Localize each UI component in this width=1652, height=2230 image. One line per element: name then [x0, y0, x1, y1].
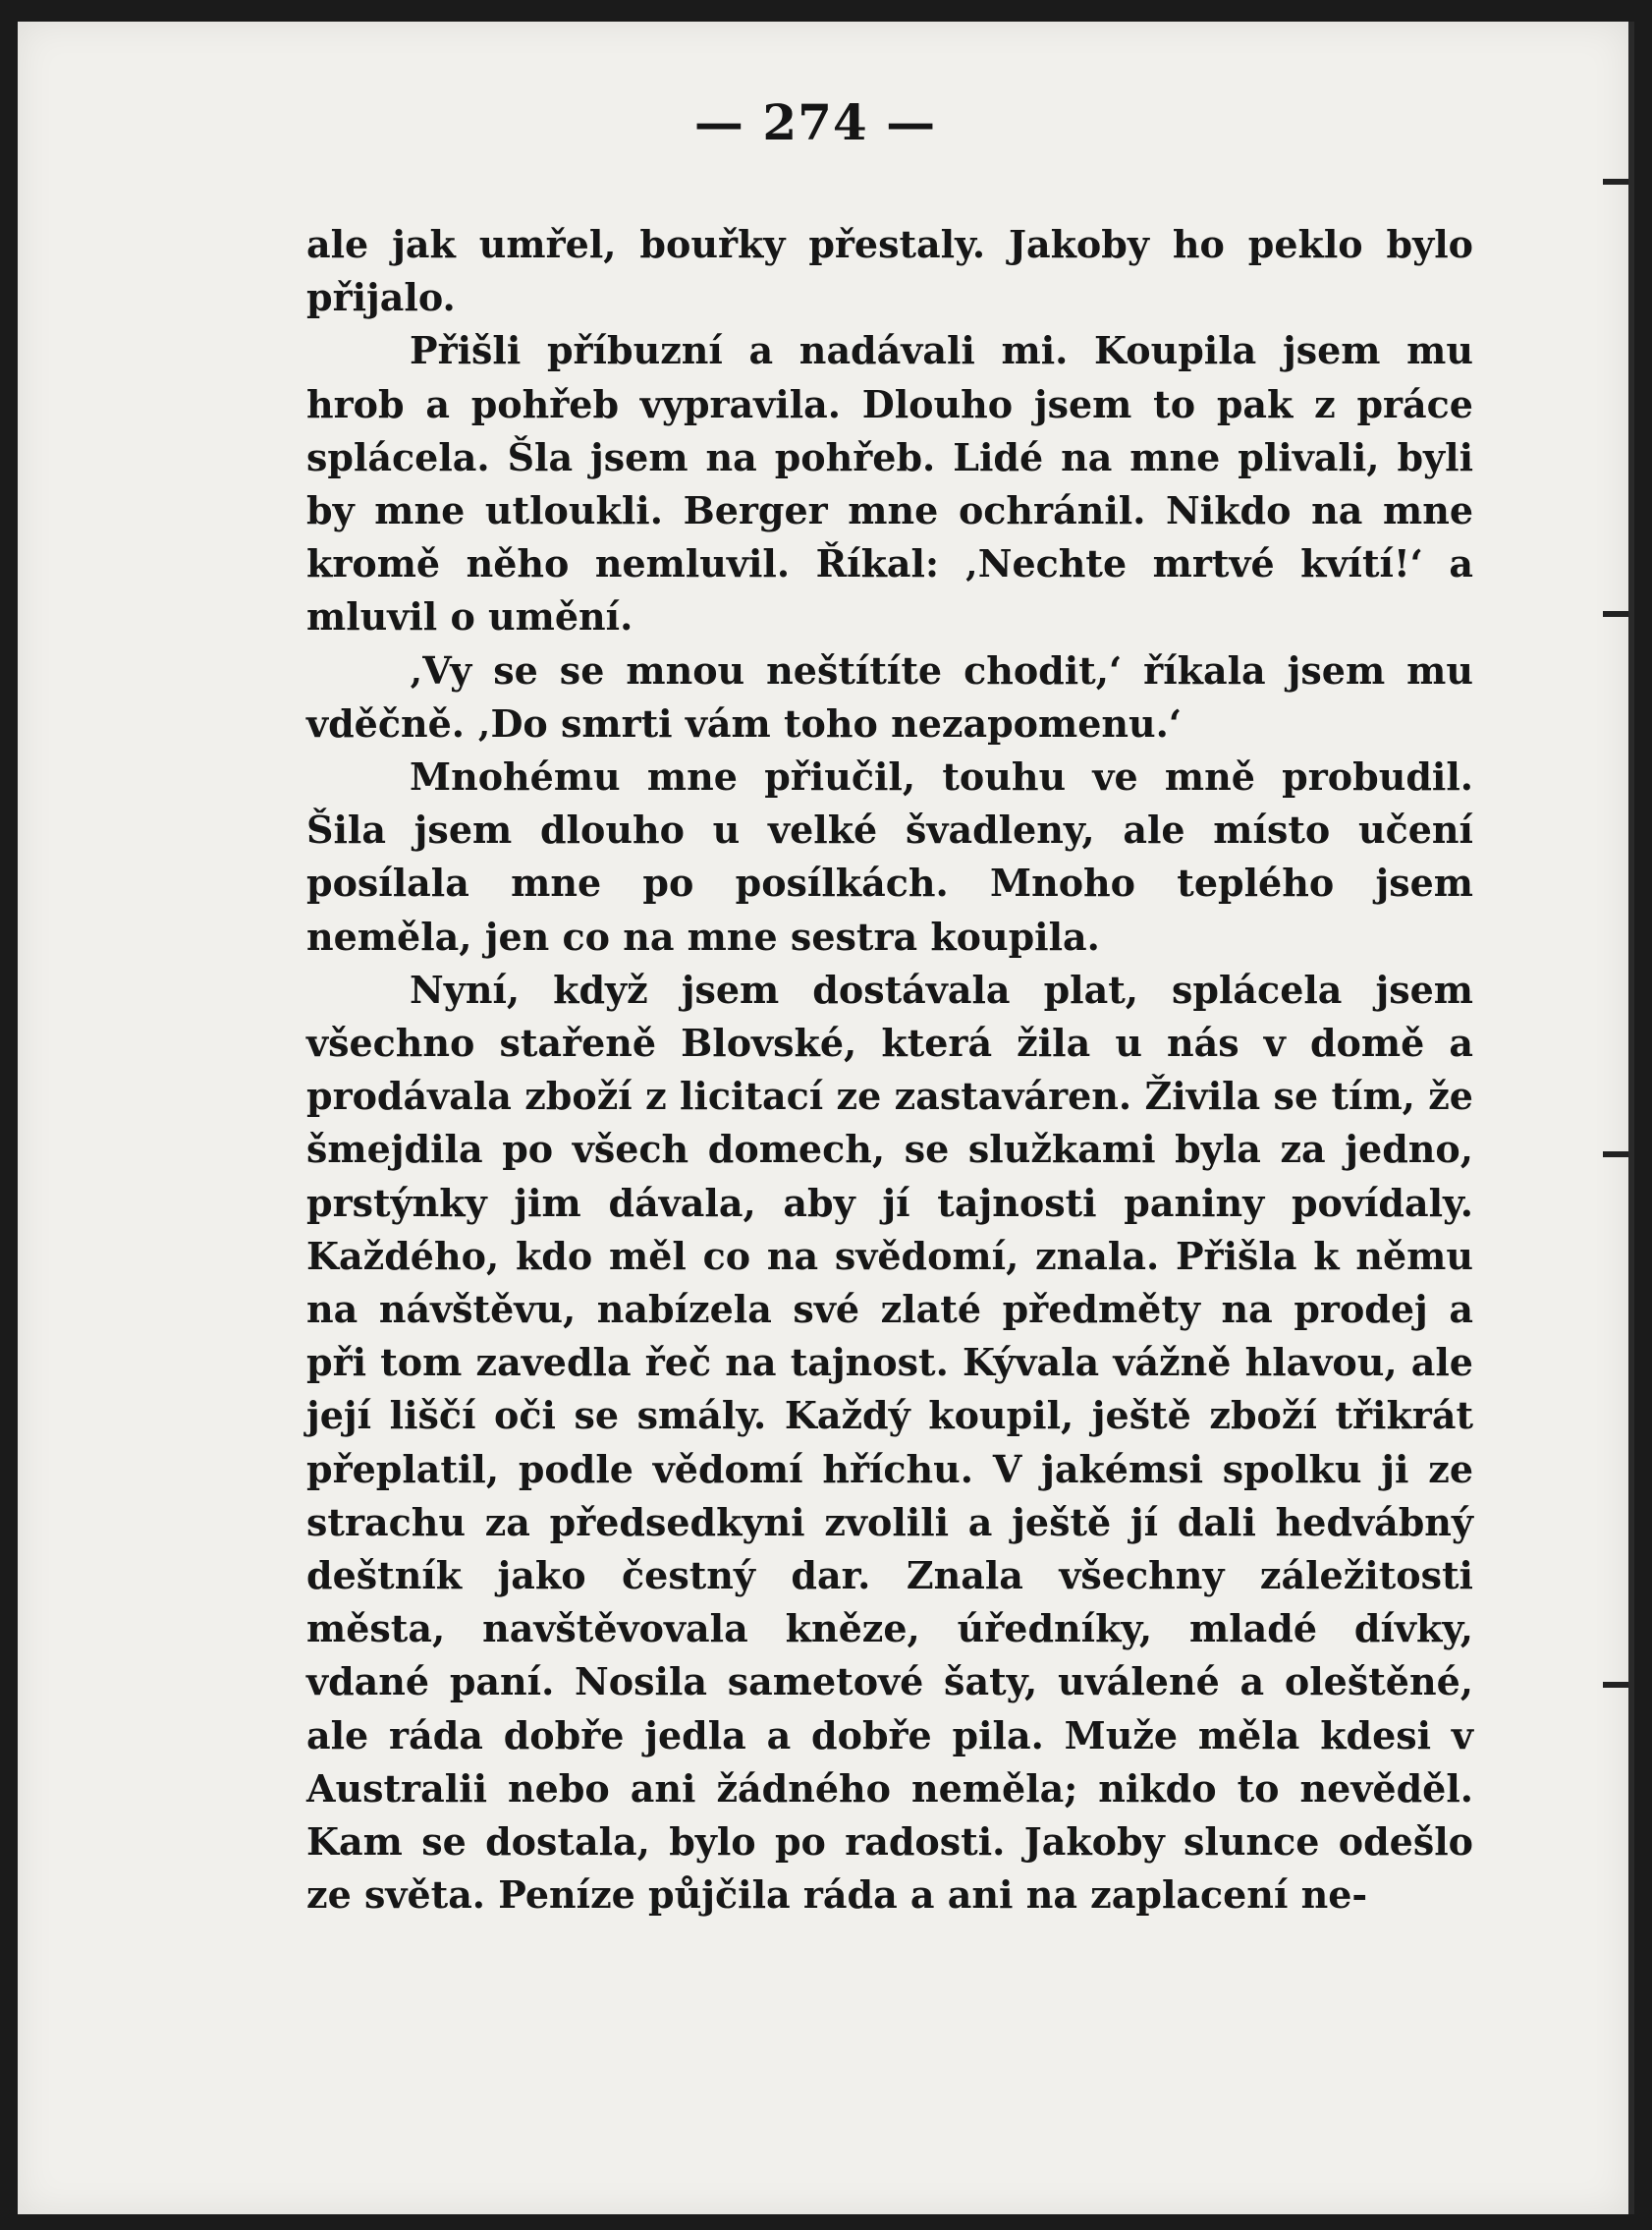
- paragraph: Přišli příbuzní a nadávali mi. Koupila jsem mu hrob a pohřeb vypravila. Dlouho jsem to pak z práce splácela. Šla jsem na pohřeb. Lidé na mne plivali, byli by mne utloukli. Berger mne ochránil. Nikdo na mne kromě něho nemluvil. Říkal: ‚Nechte mrtvé kvítí!‘ a mluvil o umění.: [306, 328, 1473, 640]
- page-edge-mark: [1603, 179, 1628, 185]
- page-edge-mark: [1603, 611, 1628, 617]
- paragraph: Mnohému mne přiučil, touhu ve mně probudil. Šila jsem dlouho u velké švadleny, ale místo učení posílala mne po posílkách. Mnoho teplého jsem neměla, jen co na mne sestra koupila.: [306, 754, 1473, 959]
- body-text: [306, 218, 1473, 1923]
- paragraph: ale jak umřel, bouřky přestaly. Jakoby ho peklo bylo přijalo.: [306, 222, 1473, 320]
- page-edge-mark: [1603, 1151, 1628, 1157]
- page-number: — 274 —: [693, 93, 937, 151]
- paragraph: Nyní, když jsem dostávala plat, splácela jsem všechno stařeně Blovské, která žila u nás v domě a prodávala zboží z licitací ze zastaváren. Živila se tím, že šmejdila po všech domech, se služkami byla za jedno, prstýnky jim dávala, aby jí tajnosti paniny povídaly. Každého, kdo měl co na svědomí, znala. Přišla k němu na návštěvu, nabízela své zlaté předměty na prodej a při tom zavedla řeč na tajnost. Kývala vážně hlavou, ale její liščí oči se smály. Každý koupil, ještě zboží třikrát přeplatil, podle vědomí hříchu. V jakémsi spolku ji ze strachu za předsedkyni zvolili a ještě jí dali hedvábný deštník jako čestný dar. Znala všechny záležitosti města, navštěvovala kněze, úředníky, mladé dívky, vdané paní. Nosila sametové šaty, uválené a oleštěné, ale ráda dobře jedla a dobře pila. Muže měla kdesi v Australii nebo ani žádného neměla; nikdo to nevěděl. Kam se dostala, bylo po radosti. Jakoby slunce odešlo ze světa. Peníze půjčila ráda a ani na zaplacení ne-: [306, 967, 1473, 1918]
- paragraph: ‚Vy se se mnou neštítíte chodit,‘ říkala jsem mu vděčně. ‚Do smrti vám toho nezapomenu.‘: [306, 647, 1473, 746]
- page-edge-mark: [1603, 1682, 1628, 1688]
